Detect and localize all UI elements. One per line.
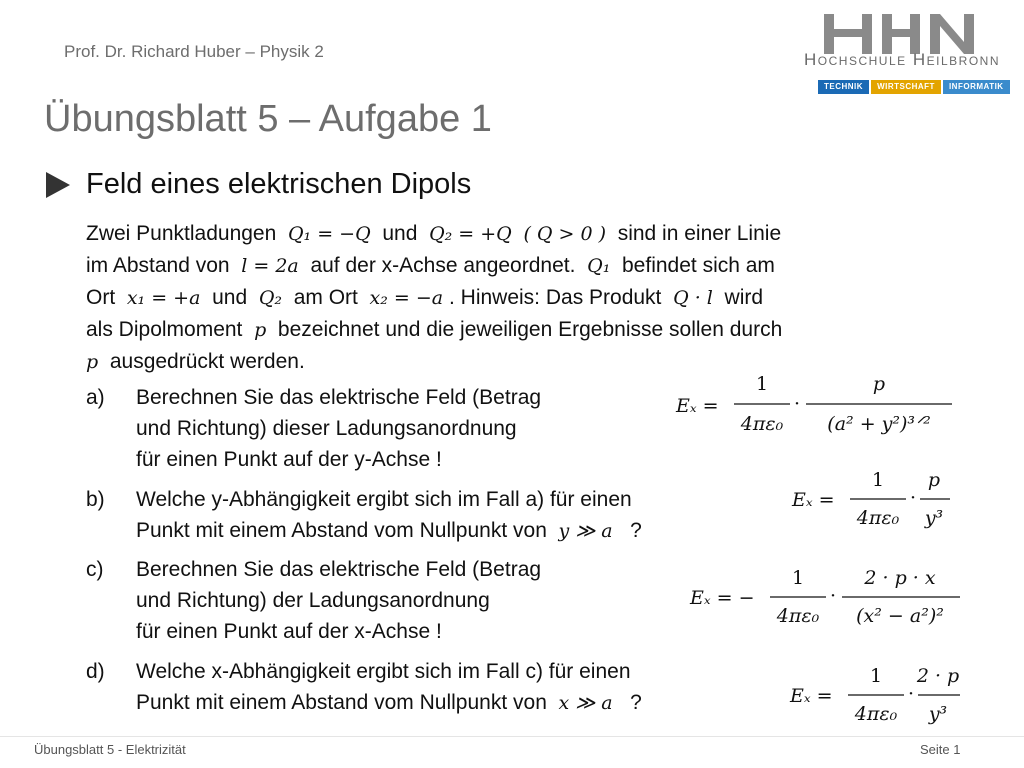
formula-denominator: y³ [928,703,948,725]
task-text [136,656,642,719]
formula-lhs: Eₓ = [676,395,719,417]
task-line: und Richtung) dieser Ladungsanordnung [136,417,517,440]
math-q1-ref: Q₁ [587,255,611,277]
task-label: d) [86,660,105,683]
logo-tag-bar [818,80,1010,94]
logo-tag-informatik: INFORMATIK [943,80,1010,94]
task-text [136,484,642,547]
math-q1: Q₁ = −Q [287,223,371,245]
logo-tag-wirtschaft: WIRTSCHAFT [871,80,941,94]
formula-denominator: y³ [924,507,944,529]
formula-numerator: 1 [871,469,885,491]
task-text [136,554,541,647]
intro-text: im Abstand von [86,254,230,277]
task-line [136,515,642,547]
task-line: und Richtung) der Ladungsanordnung [136,589,490,612]
bullet-arrow-icon [46,172,70,198]
formula-d [788,660,988,736]
formula-c [688,562,988,638]
formula-dot: · [910,487,917,509]
task-line [136,687,642,719]
task-line: für einen Punkt auf der x-Achse ! [136,620,442,643]
formula-numerator: 1 [755,373,769,395]
task-line: für einen Punkt auf der y-Achse ! [136,448,442,471]
formula-dot: · [794,393,801,415]
task-line: Berechnen Sie das elektrische Feld (Betrag [136,386,542,409]
formula-dot: · [830,585,837,607]
footer-divider [0,736,1024,737]
intro-line-3 [86,282,946,314]
task-line-text: Punkt mit einem Abstand vom Nullpunkt von [136,691,547,714]
intro-text: am Ort [293,286,358,309]
logo-wordmark: Hochschule Heilbronn [804,50,1000,69]
formula-a [674,368,964,444]
intro-line-4 [86,314,946,346]
task-line: Welche x-Abhängigkeit ergibt sich im Fall c) für einen [136,660,631,683]
bullet-heading: Feld eines elektrischen Dipols [86,168,472,200]
intro-text: auf der x-Achse angeordnet. [310,254,576,277]
math-condition: x ≫ a [558,692,613,714]
intro-text: Ort [86,286,116,309]
intro-text: und [382,222,418,245]
formula-numerator: 2 · p [916,665,960,687]
intro-paragraph [86,218,946,378]
math-distance: l = 2a [241,255,299,277]
task-label: b) [86,488,105,511]
formula-denominator: 4πε₀ [854,703,898,725]
math-x1: x₁ = +a [126,287,201,309]
task-line-text: Punkt mit einem Abstand vom Nullpunkt von [136,519,547,542]
task-line: Welche y-Abhängigkeit ergibt sich im Fall a) für einen [136,488,632,511]
task-b [86,484,786,548]
math-x2: x₂ = −a [369,287,444,309]
formula-numerator: p [927,469,941,491]
footer-title: Übungsblatt 5 - Elektrizität [34,742,186,757]
formula-numerator: 1 [791,567,805,589]
formula-dot: · [908,683,915,705]
intro-text: als Dipolmoment [86,318,243,341]
task-label: c) [86,558,104,581]
slide-title: Übungsblatt 5 – Aufgabe 1 [44,98,492,140]
formula-denominator: (a² + y²)³ᐟ² [827,413,931,435]
formula-numerator: p [872,373,886,395]
math-p: p [254,319,267,341]
intro-line-2 [86,250,946,282]
formula-denominator: (x² − a²)² [856,605,944,627]
task-d [86,656,786,720]
math-q2-ref: Q₂ [258,287,283,309]
formula-lhs: Eₓ = [790,685,833,707]
formula-lhs: Eₓ = [792,489,835,511]
question-mark: ? [630,691,642,714]
formula-denominator: 4πε₀ [740,413,784,435]
university-logo [804,6,1008,96]
math-p: p [86,351,99,373]
intro-line-1 [86,218,946,250]
formula-numerator: 1 [869,665,883,687]
math-q2: Q₂ = +Q [429,223,512,245]
task-label: a) [86,386,105,409]
header-author: Prof. Dr. Richard Huber – Physik 2 [64,42,324,61]
formula-b [790,464,970,540]
math-product: Q · l [673,287,713,309]
intro-text: und [212,286,248,309]
intro-text: Zwei Punktladungen [86,222,277,245]
intro-text: wird [724,286,764,309]
formula-denominator: 4πε₀ [776,605,820,627]
intro-text: bezeichnet und die jeweiligen Ergebnisse sollen durch [277,318,783,341]
intro-text: ausgedrückt werden. [109,350,305,373]
intro-text: sind in einer Linie [617,222,782,245]
page-number: Seite 1 [920,742,961,757]
question-mark: ? [630,519,642,542]
intro-text: . Hinweis: Das Produkt [448,286,662,309]
task-text [136,382,541,475]
intro-text: befindet sich am [622,254,775,277]
task-a [86,382,646,478]
math-q-positive: ( Q > 0 ) [523,223,607,245]
formula-lhs: Eₓ = − [690,587,755,609]
logo-tag-technik: TECHNIK [818,80,869,94]
formula-numerator: 2 · p · x [864,567,936,589]
task-line: Berechnen Sie das elektrische Feld (Betrag [136,558,542,581]
task-c [86,554,646,650]
math-condition: y ≫ a [558,520,613,542]
formula-denominator: 4πε₀ [856,507,900,529]
